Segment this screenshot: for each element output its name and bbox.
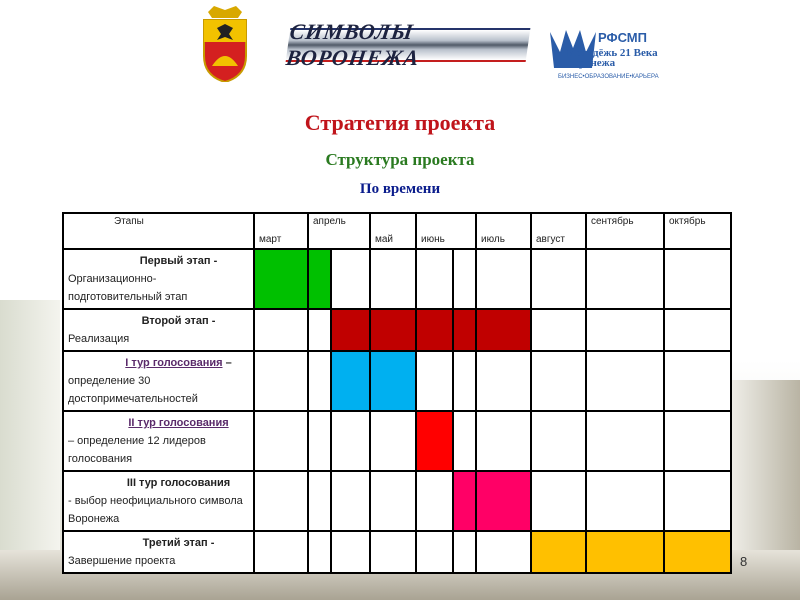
timeline-empty-cell	[664, 411, 731, 471]
timeline-empty-cell	[370, 249, 416, 309]
header-month: август	[531, 213, 586, 249]
header-month: апрель	[308, 213, 370, 249]
timeline-bar-cell	[416, 309, 453, 351]
timeline-empty-cell	[370, 531, 416, 573]
timeline-empty-cell	[453, 411, 476, 471]
slide-subtitle-time: По времени	[359, 181, 441, 197]
timeline-bar-cell	[331, 309, 370, 351]
timeline-empty-cell	[586, 351, 664, 411]
timeline-empty-cell	[331, 471, 370, 531]
timeline-bar-cell	[664, 531, 731, 573]
header-month: май	[370, 213, 416, 249]
page-number: 8	[740, 554, 748, 569]
stage-label	[63, 309, 254, 351]
timeline-empty-cell	[370, 471, 416, 531]
timeline-empty-cell	[664, 471, 731, 531]
header-month: сентябрь	[586, 213, 664, 249]
timeline-bar-cell	[370, 309, 416, 351]
timeline-empty-cell	[453, 249, 476, 309]
stage-title-dash: –	[222, 357, 232, 369]
header-month: март	[254, 213, 308, 249]
stage-label	[63, 249, 254, 309]
timeline-bar-cell	[476, 309, 531, 351]
timeline-bar-cell	[331, 351, 370, 411]
timeline-empty-cell	[476, 411, 531, 471]
slide-subtitle: Структура проекта	[325, 150, 475, 169]
timeline-empty-cell	[370, 411, 416, 471]
timeline-empty-cell	[308, 531, 331, 573]
timeline-empty-cell	[531, 351, 586, 411]
header-stages: Этапы	[63, 213, 254, 249]
stage-title: Второй этап -	[141, 315, 216, 327]
timeline-empty-cell	[476, 249, 531, 309]
timeline-bar-cell	[453, 309, 476, 351]
timeline-empty-cell	[586, 309, 664, 351]
stage-title: II тур голосования	[128, 417, 229, 429]
timeline-empty-cell	[331, 249, 370, 309]
timeline-empty-cell	[308, 351, 331, 411]
symbols-of-voronezh-banner: СИМВОЛЫ ВОРОНЕЖА	[286, 28, 531, 62]
timeline-empty-cell	[308, 411, 331, 471]
timeline-empty-cell	[453, 351, 476, 411]
table-row	[63, 249, 731, 309]
logo-line2: Воронежа	[566, 57, 616, 69]
coat-of-arms-logo	[200, 6, 250, 82]
stage-label	[63, 411, 254, 471]
timeline-empty-cell	[664, 249, 731, 309]
timeline-bar-cell	[453, 471, 476, 531]
stage-description: - выбор неофициального символа Воронежа	[68, 495, 243, 525]
timeline-empty-cell	[416, 531, 453, 573]
timeline-empty-cell	[254, 309, 308, 351]
timeline-empty-cell	[531, 411, 586, 471]
timeline-empty-cell	[308, 309, 331, 351]
stage-title: III тур голосования	[126, 477, 231, 489]
stage-description: Завершение проекта	[68, 555, 176, 567]
timeline-empty-cell	[531, 471, 586, 531]
stage-description: Организационно-подготовительный этап	[68, 273, 188, 303]
timeline-empty-cell	[254, 351, 308, 411]
timeline-empty-cell	[664, 351, 731, 411]
stage-description: определение 30 достопримечательностей	[68, 375, 198, 405]
timeline-empty-cell	[254, 531, 308, 573]
timeline-empty-cell	[664, 309, 731, 351]
timeline-bar-cell	[308, 249, 331, 309]
timeline-empty-cell	[531, 309, 586, 351]
timeline-empty-cell	[453, 531, 476, 573]
timeline-empty-cell	[586, 249, 664, 309]
timeline-bar-cell	[531, 531, 586, 573]
table-row	[63, 531, 731, 573]
rfsmp-logo: РФСМП Молодёжь 21 Века Воронежа БИЗНЕС•ОБРАЗОВАНИЕ•КАРЬЕРА	[548, 24, 666, 84]
timeline-empty-cell	[416, 351, 453, 411]
timeline-empty-cell	[331, 531, 370, 573]
timeline-empty-cell	[254, 411, 308, 471]
timeline-empty-cell	[416, 471, 453, 531]
timeline-empty-cell	[416, 249, 453, 309]
header-month: июль	[476, 213, 531, 249]
logo-tagline: БИЗНЕС•ОБРАЗОВАНИЕ•КАРЬЕРА	[558, 74, 659, 80]
stage-description: – определение 12 лидеров голосования	[68, 435, 206, 465]
timeline-bar-cell	[254, 249, 308, 309]
logo-line1: Молодёжь 21 Века	[566, 47, 658, 59]
header-month: октябрь	[664, 213, 731, 249]
table-row	[63, 309, 731, 351]
stage-label	[63, 471, 254, 531]
timeline-empty-cell	[586, 411, 664, 471]
timeline-empty-cell	[476, 351, 531, 411]
stage-label	[63, 531, 254, 573]
slide-title: Стратегия проекта	[304, 110, 496, 135]
timeline-empty-cell	[254, 471, 308, 531]
table-row	[63, 471, 731, 531]
table-header-row	[63, 213, 731, 249]
stage-title: Третий этап -	[142, 537, 215, 549]
timeline-bar-cell	[476, 471, 531, 531]
header-month: июнь	[416, 213, 476, 249]
timeline-empty-cell	[531, 249, 586, 309]
stage-title: I тур голосования	[125, 357, 223, 369]
stage-description: Реализация	[68, 333, 130, 345]
stage-title: Первый этап -	[139, 255, 218, 267]
table-row	[63, 411, 731, 471]
table-row	[63, 351, 731, 411]
timeline-empty-cell	[476, 531, 531, 573]
timeline-empty-cell	[586, 471, 664, 531]
timeline-bar-cell	[586, 531, 664, 573]
timeline-empty-cell	[331, 411, 370, 471]
timeline-bar-cell	[370, 351, 416, 411]
stage-label	[63, 351, 254, 411]
project-timeline-table	[62, 212, 732, 574]
timeline-empty-cell	[308, 471, 331, 531]
timeline-bar-cell	[416, 411, 453, 471]
